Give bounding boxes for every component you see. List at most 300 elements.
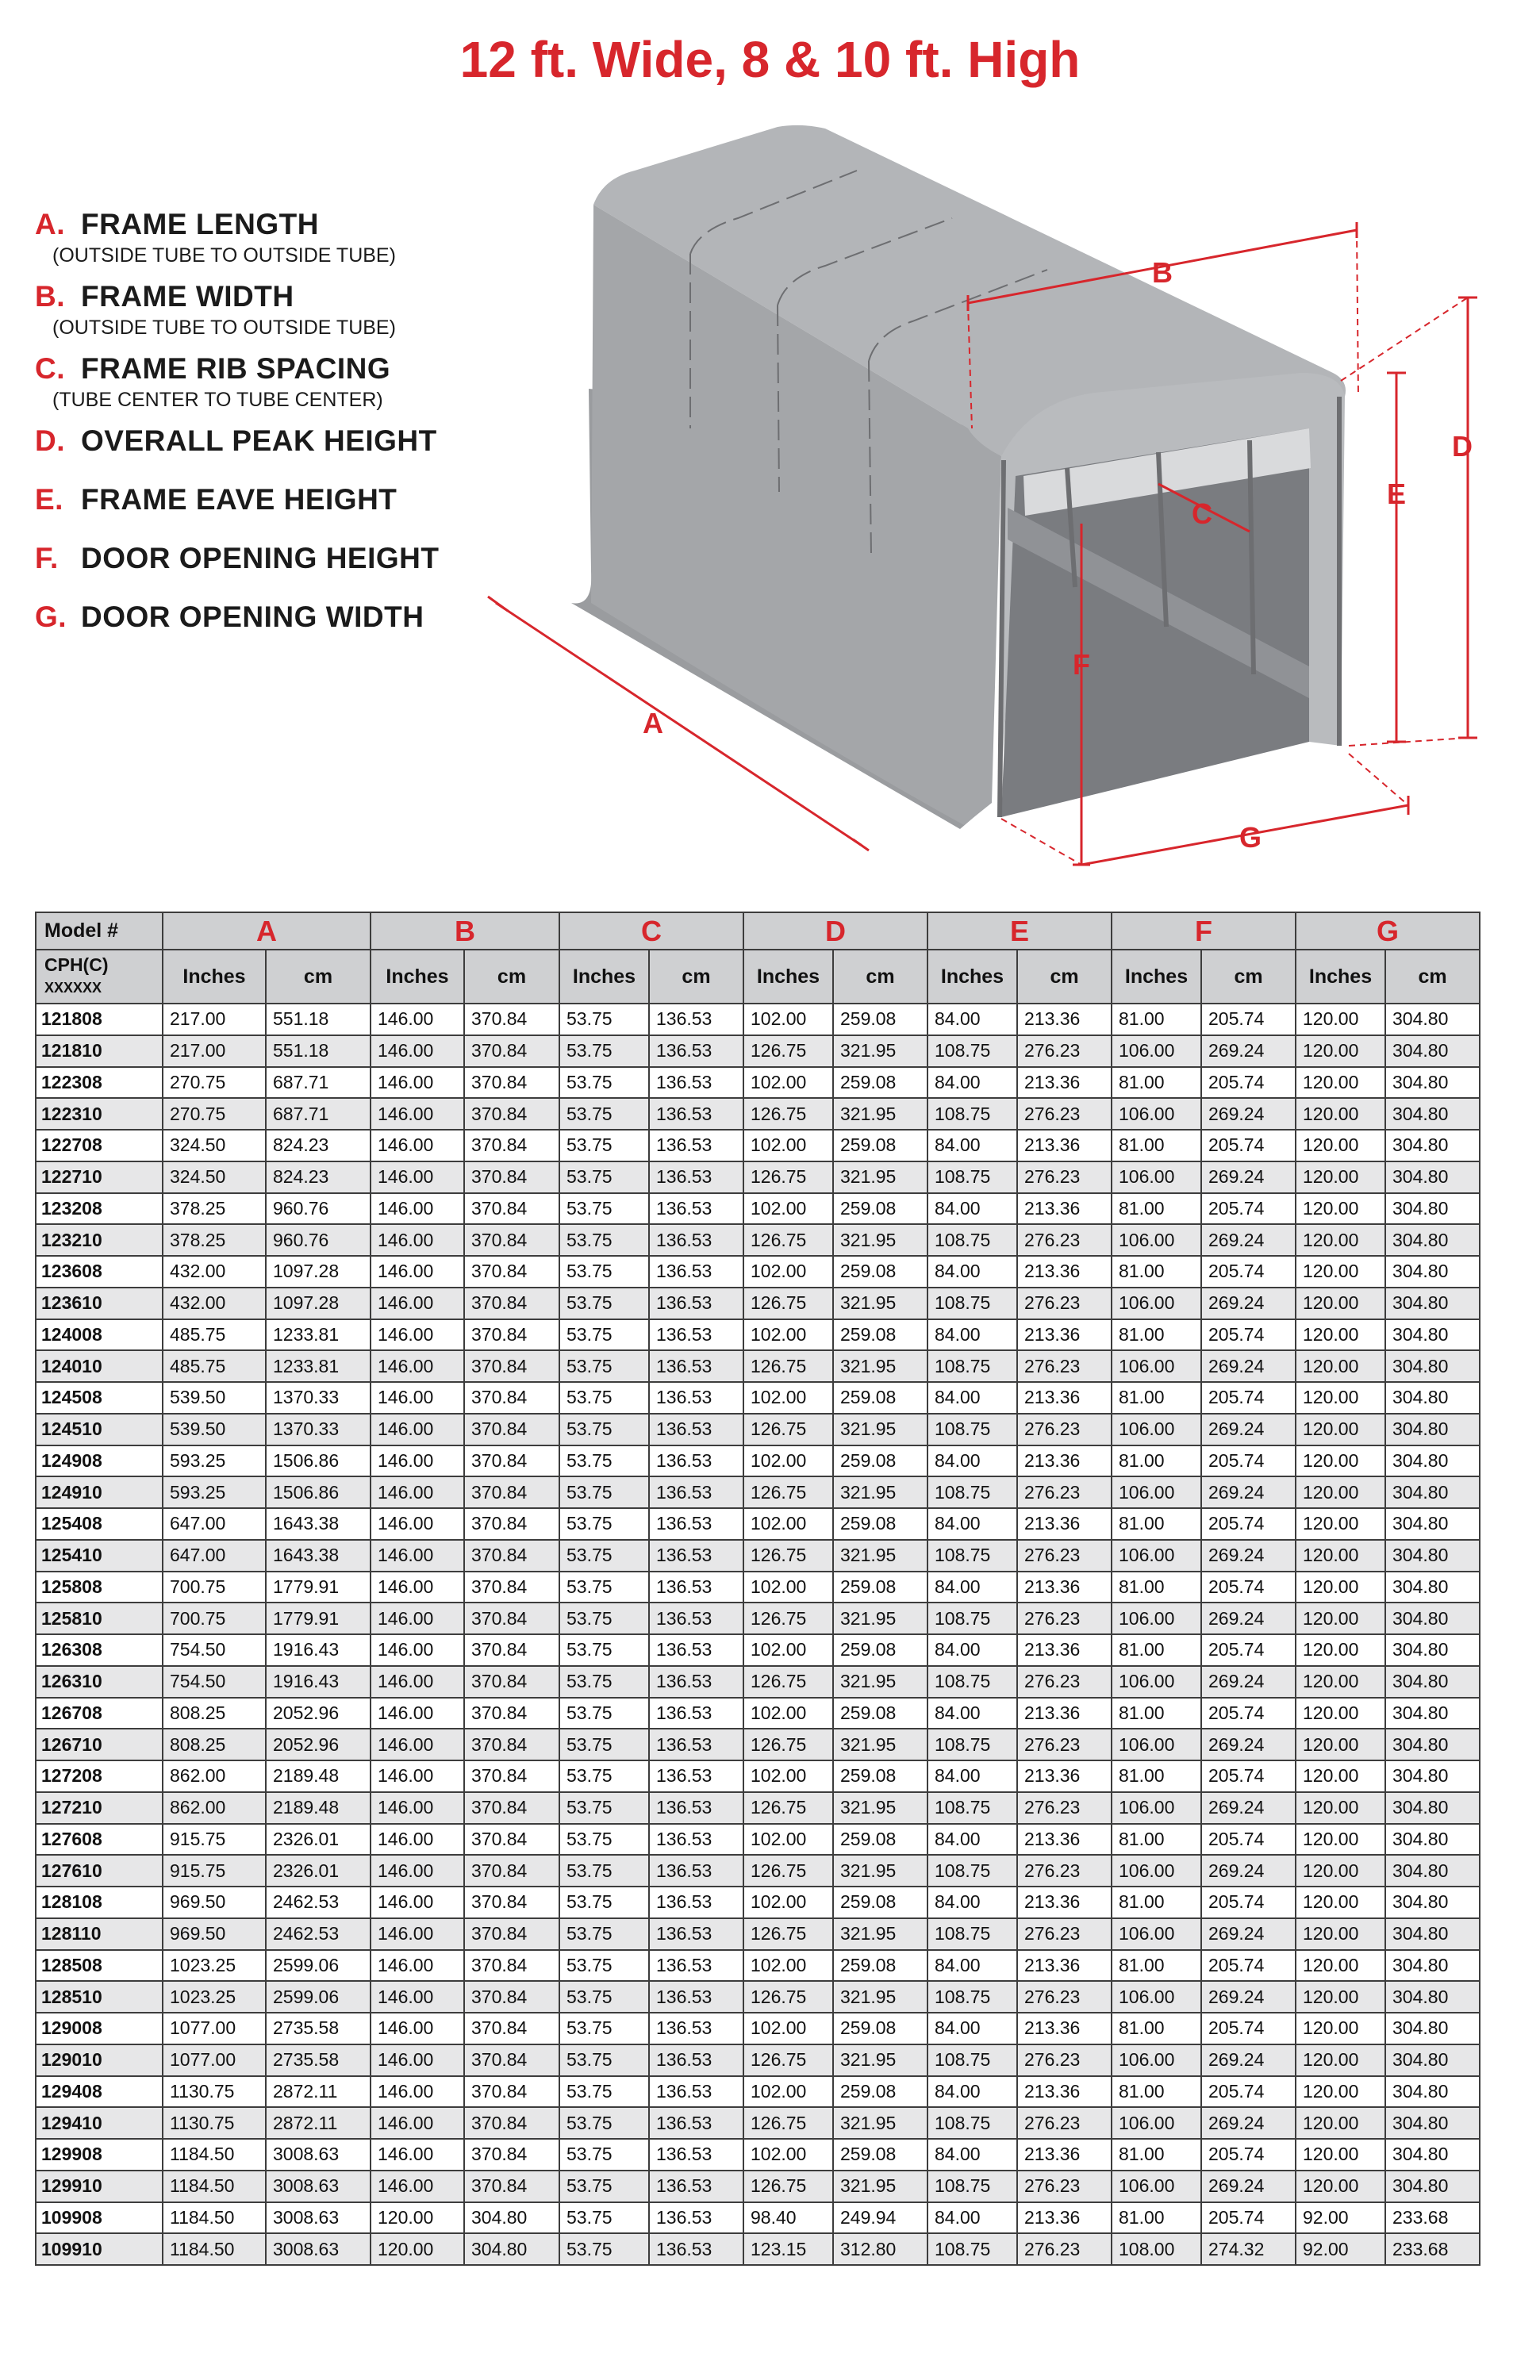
value-cell: 960.76 (266, 1224, 371, 1256)
value-cell: 92.00 (1296, 2202, 1385, 2234)
value-cell: 136.53 (649, 2139, 743, 2171)
value-cell: 276.23 (1017, 1035, 1112, 1067)
value-cell: 485.75 (163, 1350, 266, 1382)
value-cell: 53.75 (559, 2013, 649, 2044)
value-cell: 324.50 (163, 1130, 266, 1161)
value-cell: 3008.63 (266, 2139, 371, 2171)
unit-header-cm: cm (1385, 950, 1480, 1004)
value-cell: 53.75 (559, 2076, 649, 2108)
value-cell: 98.40 (743, 2202, 833, 2234)
value-cell: 146.00 (371, 2171, 464, 2202)
model-number-cell: 126308 (36, 1634, 163, 1666)
value-cell: 106.00 (1112, 1161, 1201, 1193)
value-cell: 53.75 (559, 1792, 649, 1824)
value-cell: 370.84 (464, 1382, 559, 1414)
value-cell: 205.74 (1201, 1698, 1296, 1729)
value-cell: 321.95 (833, 1350, 927, 1382)
value-cell: 378.25 (163, 1224, 266, 1256)
model-number-cell: 124508 (36, 1382, 163, 1414)
value-cell: 1506.86 (266, 1445, 371, 1477)
value-cell: 126.75 (743, 1035, 833, 1067)
value-cell: 321.95 (833, 1414, 927, 1445)
value-cell: 754.50 (163, 1666, 266, 1698)
value-cell: 108.00 (1112, 2233, 1201, 2265)
value-cell: 108.75 (927, 1288, 1017, 1319)
value-cell: 370.84 (464, 1729, 559, 1760)
value-cell: 370.84 (464, 2076, 559, 2108)
value-cell: 2052.96 (266, 1729, 371, 1760)
value-cell: 146.00 (371, 1382, 464, 1414)
value-cell: 146.00 (371, 2139, 464, 2171)
value-cell: 276.23 (1017, 2044, 1112, 2076)
value-cell: 213.36 (1017, 2139, 1112, 2171)
value-cell: 81.00 (1112, 2202, 1201, 2234)
value-cell: 146.00 (371, 1098, 464, 1130)
value-cell: 106.00 (1112, 1981, 1201, 2013)
value-cell: 126.75 (743, 1161, 833, 1193)
value-cell: 213.36 (1017, 1193, 1112, 1225)
model-number-cell: 123208 (36, 1193, 163, 1225)
model-number-cell: 125810 (36, 1603, 163, 1634)
legend-item-letter: G. (35, 601, 67, 633)
value-cell: 108.75 (927, 1792, 1017, 1824)
value-cell: 53.75 (559, 1634, 649, 1666)
value-cell: 321.95 (833, 1603, 927, 1634)
value-cell: 321.95 (833, 1098, 927, 1130)
value-cell: 53.75 (559, 1445, 649, 1477)
value-cell: 205.74 (1201, 1508, 1296, 1540)
value-cell: 120.00 (371, 2202, 464, 2234)
unit-header-inches: Inches (559, 950, 649, 1004)
value-cell: 276.23 (1017, 1288, 1112, 1319)
value-cell: 81.00 (1112, 1508, 1201, 1540)
value-cell: 136.53 (649, 1256, 743, 1288)
value-cell: 120.00 (1296, 1382, 1385, 1414)
value-cell: 1779.91 (266, 1572, 371, 1603)
value-cell: 754.50 (163, 1634, 266, 1666)
value-cell: 81.00 (1112, 1634, 1201, 1666)
unit-header-inches: Inches (1112, 950, 1201, 1004)
value-cell: 370.84 (464, 1508, 559, 1540)
legend-item (35, 352, 543, 412)
value-cell: 2735.58 (266, 2013, 371, 2044)
value-cell: 146.00 (371, 1760, 464, 1792)
ext-e (1349, 738, 1468, 746)
model-number-cell: 124008 (36, 1319, 163, 1351)
value-cell: 321.95 (833, 2044, 927, 2076)
value-cell: 84.00 (927, 1256, 1017, 1288)
value-cell: 146.00 (371, 1634, 464, 1666)
value-cell: 808.25 (163, 1729, 266, 1760)
table-row (36, 1666, 1480, 1698)
value-cell: 205.74 (1201, 1634, 1296, 1666)
value-cell: 146.00 (371, 1540, 464, 1572)
value-cell: 53.75 (559, 1572, 649, 1603)
value-cell: 81.00 (1112, 1824, 1201, 1856)
value-cell: 81.00 (1112, 1572, 1201, 1603)
value-cell: 53.75 (559, 1950, 649, 1982)
value-cell: 269.24 (1201, 1855, 1296, 1887)
legend-item-label (35, 424, 543, 458)
value-cell: 370.84 (464, 1288, 559, 1319)
value-cell: 106.00 (1112, 1603, 1201, 1634)
unit-header-cm: cm (1201, 950, 1296, 1004)
value-cell: 84.00 (927, 1634, 1017, 1666)
value-cell: 205.74 (1201, 2076, 1296, 2108)
value-cell: 106.00 (1112, 1666, 1201, 1698)
dim-label-g: G (1239, 821, 1262, 854)
value-cell: 304.80 (1385, 2139, 1480, 2171)
value-cell: 53.75 (559, 1350, 649, 1382)
shelter-body (571, 125, 1346, 829)
value-cell: 120.00 (371, 2233, 464, 2265)
value-cell: 2189.48 (266, 1760, 371, 1792)
legend-item-note: (OUTSIDE TUBE TO OUTSIDE TUBE) (52, 244, 396, 267)
value-cell: 146.00 (371, 1824, 464, 1856)
value-cell: 108.75 (927, 1918, 1017, 1950)
value-cell: 304.80 (1385, 1067, 1480, 1099)
value-cell: 370.84 (464, 1130, 559, 1161)
value-cell: 120.00 (1296, 1035, 1385, 1067)
value-cell: 304.80 (1385, 1508, 1480, 1540)
value-cell: 108.75 (927, 1855, 1017, 1887)
value-cell: 370.84 (464, 1634, 559, 1666)
value-cell: 146.00 (371, 1035, 464, 1067)
value-cell: 81.00 (1112, 1319, 1201, 1351)
unit-header-cm: cm (266, 950, 371, 1004)
value-cell: 84.00 (927, 2202, 1017, 2234)
value-cell: 92.00 (1296, 2233, 1385, 2265)
legend-item-text: DOOR OPENING HEIGHT (81, 542, 440, 574)
value-cell: 146.00 (371, 1319, 464, 1351)
table-row (36, 1319, 1480, 1351)
value-cell: 136.53 (649, 1729, 743, 1760)
value-cell: 136.53 (649, 1476, 743, 1508)
value-cell: 213.36 (1017, 2013, 1112, 2044)
value-cell: 370.84 (464, 1887, 559, 1918)
value-cell: 304.80 (1385, 1572, 1480, 1603)
value-cell: 370.84 (464, 1256, 559, 1288)
value-cell: 53.75 (559, 1760, 649, 1792)
value-cell: 304.80 (1385, 1887, 1480, 1918)
table-row (36, 1729, 1480, 1760)
value-cell: 146.00 (371, 1130, 464, 1161)
table-row (36, 1193, 1480, 1225)
value-cell: 205.74 (1201, 1193, 1296, 1225)
model-number-cell: 121808 (36, 1004, 163, 1035)
value-cell: 120.00 (1296, 1760, 1385, 1792)
value-cell: 53.75 (559, 1004, 649, 1035)
table-row (36, 1382, 1480, 1414)
value-cell: 108.75 (927, 1035, 1017, 1067)
value-cell: 136.53 (649, 1572, 743, 1603)
value-cell: 136.53 (649, 1224, 743, 1256)
value-cell: 276.23 (1017, 1729, 1112, 1760)
table-row (36, 1130, 1480, 1161)
spec-table (35, 912, 1480, 2266)
model-number-cell: 125410 (36, 1540, 163, 1572)
value-cell: 146.00 (371, 1067, 464, 1099)
table-row (36, 2139, 1480, 2171)
value-cell: 2462.53 (266, 1918, 371, 1950)
value-cell: 102.00 (743, 1634, 833, 1666)
value-cell: 108.75 (927, 1729, 1017, 1760)
value-cell: 102.00 (743, 1824, 833, 1856)
value-cell: 136.53 (649, 1666, 743, 1698)
page-title: 12 ft. Wide, 8 & 10 ft. High (459, 31, 1081, 88)
value-cell: 276.23 (1017, 1603, 1112, 1634)
legend-item (35, 601, 543, 634)
value-cell: 146.00 (371, 1950, 464, 1982)
value-cell: 205.74 (1201, 1572, 1296, 1603)
value-cell: 432.00 (163, 1256, 266, 1288)
table-row (36, 2233, 1480, 2265)
value-cell: 120.00 (1296, 1792, 1385, 1824)
group-header-f: F (1112, 912, 1296, 950)
value-cell: 700.75 (163, 1572, 266, 1603)
value-cell: 370.84 (464, 1572, 559, 1603)
value-cell: 485.75 (163, 1319, 266, 1351)
value-cell: 304.80 (1385, 1098, 1480, 1130)
value-cell: 324.50 (163, 1161, 266, 1193)
value-cell: 1370.33 (266, 1382, 371, 1414)
value-cell: 136.53 (649, 1634, 743, 1666)
value-cell: 205.74 (1201, 1760, 1296, 1792)
value-cell: 205.74 (1201, 2202, 1296, 2234)
value-cell: 3008.63 (266, 2233, 371, 2265)
value-cell: 593.25 (163, 1445, 266, 1477)
value-cell: 700.75 (163, 1603, 266, 1634)
table-row (36, 1004, 1480, 1035)
value-cell: 2599.06 (266, 1981, 371, 2013)
value-cell: 146.00 (371, 1981, 464, 2013)
group-header-b: B (371, 912, 559, 950)
value-cell: 53.75 (559, 1824, 649, 1856)
value-cell: 102.00 (743, 2013, 833, 2044)
value-cell: 84.00 (927, 1130, 1017, 1161)
legend-item-text: OVERALL PEAK HEIGHT (81, 424, 437, 457)
value-cell: 84.00 (927, 1508, 1017, 1540)
value-cell: 304.80 (1385, 1540, 1480, 1572)
value-cell: 53.75 (559, 2233, 649, 2265)
value-cell: 146.00 (371, 1288, 464, 1319)
value-cell: 269.24 (1201, 2171, 1296, 2202)
value-cell: 217.00 (163, 1035, 266, 1067)
value-cell: 213.36 (1017, 2076, 1112, 2108)
value-cell: 2735.58 (266, 2044, 371, 2076)
value-cell: 102.00 (743, 2076, 833, 2108)
value-cell: 120.00 (1296, 2139, 1385, 2171)
value-cell: 1643.38 (266, 1540, 371, 1572)
legend-item (35, 208, 543, 267)
value-cell: 120.00 (1296, 1130, 1385, 1161)
value-cell: 106.00 (1112, 2171, 1201, 2202)
value-cell: 146.00 (371, 1508, 464, 1540)
legend-item-label (35, 352, 543, 386)
value-cell: 84.00 (927, 2139, 1017, 2171)
value-cell: 106.00 (1112, 1476, 1201, 1508)
value-cell: 146.00 (371, 1414, 464, 1445)
value-cell: 647.00 (163, 1508, 266, 1540)
value-cell: 102.00 (743, 1572, 833, 1603)
model-number-cell: 128108 (36, 1887, 163, 1918)
value-cell: 53.75 (559, 1414, 649, 1445)
value-cell: 84.00 (927, 1824, 1017, 1856)
value-cell: 53.75 (559, 1476, 649, 1508)
unit-header-row (36, 950, 1480, 1004)
value-cell: 259.08 (833, 1887, 927, 1918)
value-cell: 539.50 (163, 1382, 266, 1414)
legend-item-text: DOOR OPENING WIDTH (81, 601, 424, 633)
value-cell: 1097.28 (266, 1288, 371, 1319)
value-cell: 126.75 (743, 1414, 833, 1445)
value-cell: 370.84 (464, 2013, 559, 2044)
value-cell: 123.15 (743, 2233, 833, 2265)
value-cell: 126.75 (743, 1918, 833, 1950)
legend-item-text: FRAME LENGTH (81, 208, 319, 240)
value-cell: 102.00 (743, 1004, 833, 1035)
value-cell: 304.80 (1385, 1256, 1480, 1288)
value-cell: 53.75 (559, 1508, 649, 1540)
table-row (36, 1161, 1480, 1193)
value-cell: 274.32 (1201, 2233, 1296, 2265)
value-cell: 321.95 (833, 1476, 927, 1508)
table-row (36, 1918, 1480, 1950)
value-cell: 108.75 (927, 1161, 1017, 1193)
value-cell: 120.00 (1296, 1698, 1385, 1729)
value-cell: 304.80 (1385, 1729, 1480, 1760)
value-cell: 259.08 (833, 1572, 927, 1603)
value-cell: 81.00 (1112, 1760, 1201, 1792)
model-number-cell: 129410 (36, 2107, 163, 2139)
value-cell: 53.75 (559, 1729, 649, 1760)
value-cell: 370.84 (464, 1067, 559, 1099)
legend-item-label (35, 483, 543, 516)
ext-b2 (1357, 230, 1358, 397)
value-cell: 1130.75 (163, 2076, 266, 2108)
value-cell: 370.84 (464, 2107, 559, 2139)
value-cell: 146.00 (371, 2107, 464, 2139)
model-number-cell: 121810 (36, 1035, 163, 1067)
value-cell: 106.00 (1112, 2107, 1201, 2139)
value-cell: 120.00 (1296, 1067, 1385, 1099)
value-cell: 146.00 (371, 1445, 464, 1477)
value-cell: 808.25 (163, 1698, 266, 1729)
value-cell: 84.00 (927, 2013, 1017, 2044)
value-cell: 146.00 (371, 1572, 464, 1603)
value-cell: 102.00 (743, 2139, 833, 2171)
value-cell: 321.95 (833, 2171, 927, 2202)
value-cell: 1077.00 (163, 2044, 266, 2076)
value-cell: 205.74 (1201, 1130, 1296, 1161)
dimension-legend (35, 208, 543, 659)
value-cell: 120.00 (1296, 1414, 1385, 1445)
value-cell: 304.80 (1385, 1855, 1480, 1887)
value-cell: 146.00 (371, 1161, 464, 1193)
value-cell: 915.75 (163, 1855, 266, 1887)
value-cell: 120.00 (1296, 2013, 1385, 2044)
value-cell: 108.75 (927, 1224, 1017, 1256)
value-cell: 269.24 (1201, 1981, 1296, 2013)
value-cell: 108.75 (927, 1666, 1017, 1698)
value-cell: 81.00 (1112, 1067, 1201, 1099)
value-cell: 146.00 (371, 1224, 464, 1256)
value-cell: 269.24 (1201, 1476, 1296, 1508)
value-cell: 81.00 (1112, 2076, 1201, 2108)
value-cell: 136.53 (649, 1698, 743, 1729)
value-cell: 370.84 (464, 2171, 559, 2202)
value-cell: 321.95 (833, 1918, 927, 1950)
value-cell: 370.84 (464, 1224, 559, 1256)
table-row (36, 1540, 1480, 1572)
value-cell: 370.84 (464, 1666, 559, 1698)
table-row (36, 2076, 1480, 2108)
model-number-cell: 127610 (36, 1855, 163, 1887)
unit-header-cm: cm (464, 950, 559, 1004)
unit-header-inches: Inches (927, 950, 1017, 1004)
value-cell: 205.74 (1201, 1382, 1296, 1414)
value-cell: 106.00 (1112, 1098, 1201, 1130)
value-cell: 120.00 (1296, 1572, 1385, 1603)
value-cell: 1130.75 (163, 2107, 266, 2139)
value-cell: 102.00 (743, 1760, 833, 1792)
unit-header-inches: Inches (371, 950, 464, 1004)
value-cell: 269.24 (1201, 1414, 1296, 1445)
value-cell: 2052.96 (266, 1698, 371, 1729)
model-number-cell: 109910 (36, 2233, 163, 2265)
model-number-cell: 123608 (36, 1256, 163, 1288)
legend-item (35, 280, 543, 340)
value-cell: 321.95 (833, 1855, 927, 1887)
value-cell: 106.00 (1112, 1288, 1201, 1319)
table-row (36, 2107, 1480, 2139)
value-cell: 233.68 (1385, 2202, 1480, 2234)
value-cell: 120.00 (1296, 1476, 1385, 1508)
unit-header-cm: cm (833, 950, 927, 1004)
value-cell: 213.36 (1017, 1508, 1112, 1540)
value-cell: 53.75 (559, 1918, 649, 1950)
value-cell: 146.00 (371, 1792, 464, 1824)
value-cell: 304.80 (1385, 1981, 1480, 2013)
value-cell: 84.00 (927, 1067, 1017, 1099)
model-number-cell: 122308 (36, 1067, 163, 1099)
value-cell: 213.36 (1017, 1887, 1112, 1918)
value-cell: 269.24 (1201, 1918, 1296, 1950)
value-cell: 370.84 (464, 1004, 559, 1035)
value-cell: 370.84 (464, 1698, 559, 1729)
table-row (36, 1824, 1480, 1856)
model-number-cell: 125408 (36, 1508, 163, 1540)
value-cell: 106.00 (1112, 1540, 1201, 1572)
value-cell: 120.00 (1296, 1603, 1385, 1634)
value-cell: 259.08 (833, 1319, 927, 1351)
model-number-cell: 128510 (36, 1981, 163, 2013)
value-cell: 136.53 (649, 1350, 743, 1382)
value-cell: 370.84 (464, 1603, 559, 1634)
value-cell: 259.08 (833, 1382, 927, 1414)
unit-header-inches: Inches (1296, 950, 1385, 1004)
value-cell: 126.75 (743, 1224, 833, 1256)
value-cell: 136.53 (649, 1981, 743, 2013)
value-cell: 259.08 (833, 1445, 927, 1477)
value-cell: 106.00 (1112, 2044, 1201, 2076)
value-cell: 2599.06 (266, 1950, 371, 1982)
value-cell: 304.80 (1385, 2107, 1480, 2139)
group-header-a: A (163, 912, 371, 950)
model-number-cell: 124510 (36, 1414, 163, 1445)
value-cell: 102.00 (743, 1508, 833, 1540)
value-cell: 120.00 (1296, 1981, 1385, 2013)
